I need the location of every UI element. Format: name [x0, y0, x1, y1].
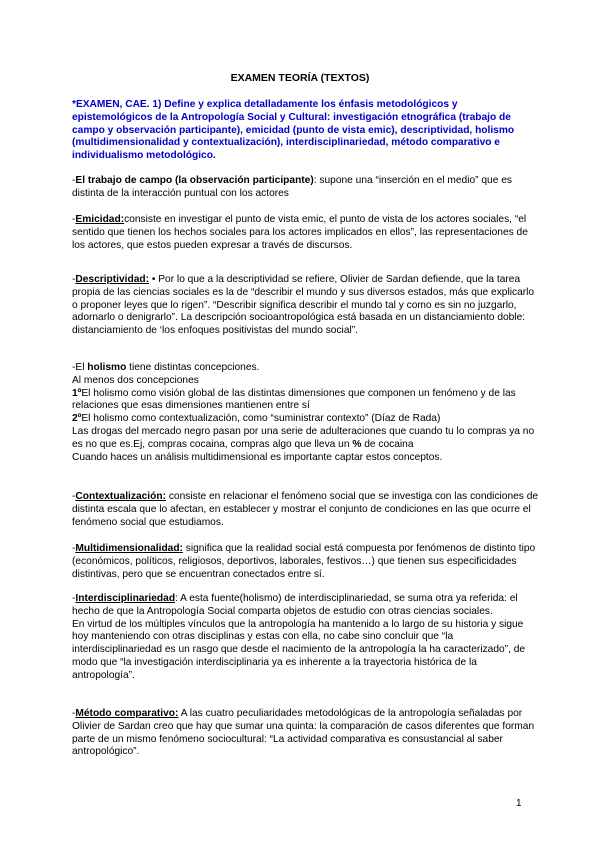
holismo-line [72, 362, 540, 375]
paragraph-holismo [72, 362, 540, 464]
interdisciplinariedad-continuation: En virtud de los múltiples vínculos que la antropología ha mantenido a lo largo de su historia y sigue hoy manteniendo con otras disciplinas y estas con ella, no cabe sino concluir que “la interdisciplinariedad es un rasgo que desde el nacimiento de la antropología la ha caracterizado”, de modo que “la investigación interdisciplinaria ya es inherente a la trayectoria histórica de la antropología”. [72, 618, 526, 681]
term-interdisciplinariedad: Interdisciplinariedad [75, 593, 176, 604]
dash: - [72, 593, 76, 604]
item-text: El holismo como visión global de las distintas dimensiones que componen un fenómeno y de las relaciones que esas dimensiones mantienen entre sí [72, 387, 516, 412]
example-end: de cocaina [361, 438, 414, 450]
page-title: EXAMEN TEORÍA (TEXTOS) [230, 72, 370, 84]
page-number: 1 [516, 798, 522, 809]
dash: - [72, 491, 76, 502]
definition-contextualizacion: consiste en relacionar el fenómeno social que se investiga con las condiciones de distinta escala que lo afectan, en establecer y mostrar el conjunto de condiciones en las que ocurre el fenómeno social que estudiamos. [72, 491, 539, 528]
paragraph-descriptividad [72, 274, 540, 338]
item-number: 1º [72, 387, 82, 399]
term-multidimensionalidad: Multidimensionalidad: [75, 543, 183, 554]
item-number: 2º [72, 413, 82, 425]
holismo-item-2 [72, 413, 540, 426]
definition-emicidad: consiste en investigar el punto de vista emic, el punto de vista de los actores sociales, “el sentido que tienen los hechos sociales para los actores implicados en ellos”, las representaciones de los actores, que estos pueden expresar a través de discursos. [72, 214, 528, 251]
dash: - [72, 214, 76, 225]
definition-interdisciplinariedad: : A esta fuente(holismo) de interdisciplinariedad, se suma otra ya referida: el hecho de que la Antropología Social comparta objetos de estudio con otras ciencias sociales. [72, 593, 518, 617]
holismo-note: Cuando haces un análisis multidimensional es importante captar estos conceptos. [72, 451, 443, 463]
definition-descriptividad: • Por lo que a la descriptividad se refiere, Olivier de Sardan defiende, que la tarea propia de las ciencias sociales es la de “describir el mundo y sus diversos estados, más que explicarlo o proponer leyes que lo rigen”. “Describir significa describir el mundo tal y como es sin no juzgarlo, adornarlo o denigrarlo”. La descripción socioantropológica está basada en un distanciamiento doble: distanciamiento de ‘los enfoques positivistas del mundo social”. [72, 274, 535, 337]
definition-holismo: tiene distintas concepciones. [126, 362, 260, 373]
definition-metodo-comparativo: A las cuatro peculiaridades metodológicas de la antropología señaladas por Olivier de Sardan creo que hay que sumar una quinta: la comparación de casos diferentes que forman parte de un mismo fenómeno sociocultural: “La actividad comparativa es consustancial al saber antropológico”. [72, 708, 535, 758]
paragraph-interdisciplinariedad [72, 593, 540, 683]
term-trabajo-de-campo: El trabajo de campo (la observación participante) [75, 175, 314, 186]
paragraph-multidimensionalidad [72, 543, 540, 581]
paragraph-trabajo-de-campo [72, 175, 540, 201]
holismo-subline: Al menos dos concepciones [72, 374, 199, 386]
interdisciplinariedad-line [72, 593, 540, 619]
term-emicidad: Emicidad: [75, 214, 125, 225]
holismo-prefix: -El [72, 362, 88, 373]
definition-trabajo-de-campo: : supone una “inserción en el medio” que es distinta de la interacción puntual con los actores [72, 175, 512, 199]
term-metodo-comparativo: Método comparativo: [75, 708, 179, 719]
paragraph-contextualizacion [72, 491, 540, 529]
dash: - [72, 175, 76, 186]
term-descriptividad: Descriptividad: [75, 274, 150, 285]
definition-multidimensionalidad: significa que la realidad social está compuesta por fenómenos de distinto tipo (económicos, políticos, religiosos, deportivos, laborales, festivos…) que tienen sus especificidades distintivas, pero que se encuentran conectados entre sí. [72, 543, 536, 580]
exam-question: *EXAMEN, CAE. 1) Define y explica detalladamente los énfasis metodológicos y epistemológicos de la Antropología Social y Cultural: investigación etnográfica (trabajo de campo y observación participante), emicidad (punto de vista emic), descriptividad, holismo (multidimensionalidad y contextualización), interdisciplinariedad, método comparativo e individualismo metodológico. [72, 99, 515, 162]
dash: - [72, 708, 76, 719]
example-text: Las drogas del mercado negro pasan por una serie de adulteraciones que cuando tu lo compras ya no es no que es.Ej, compras cocaina, compras algo que lleva un [72, 425, 535, 450]
dash: - [72, 274, 76, 285]
dash: - [72, 543, 76, 554]
holismo-item-1 [72, 388, 540, 414]
example-bold: % [352, 438, 362, 450]
term-holismo: holismo [87, 362, 127, 373]
term-contextualizacion: Contextualización: [75, 491, 166, 502]
paragraph-emicidad [72, 214, 540, 252]
paragraph-metodo-comparativo [72, 708, 540, 759]
item-text: El holismo como contextualización, como “suministrar contexto” (Díaz de Rada) [81, 413, 441, 425]
holismo-example [72, 426, 540, 452]
